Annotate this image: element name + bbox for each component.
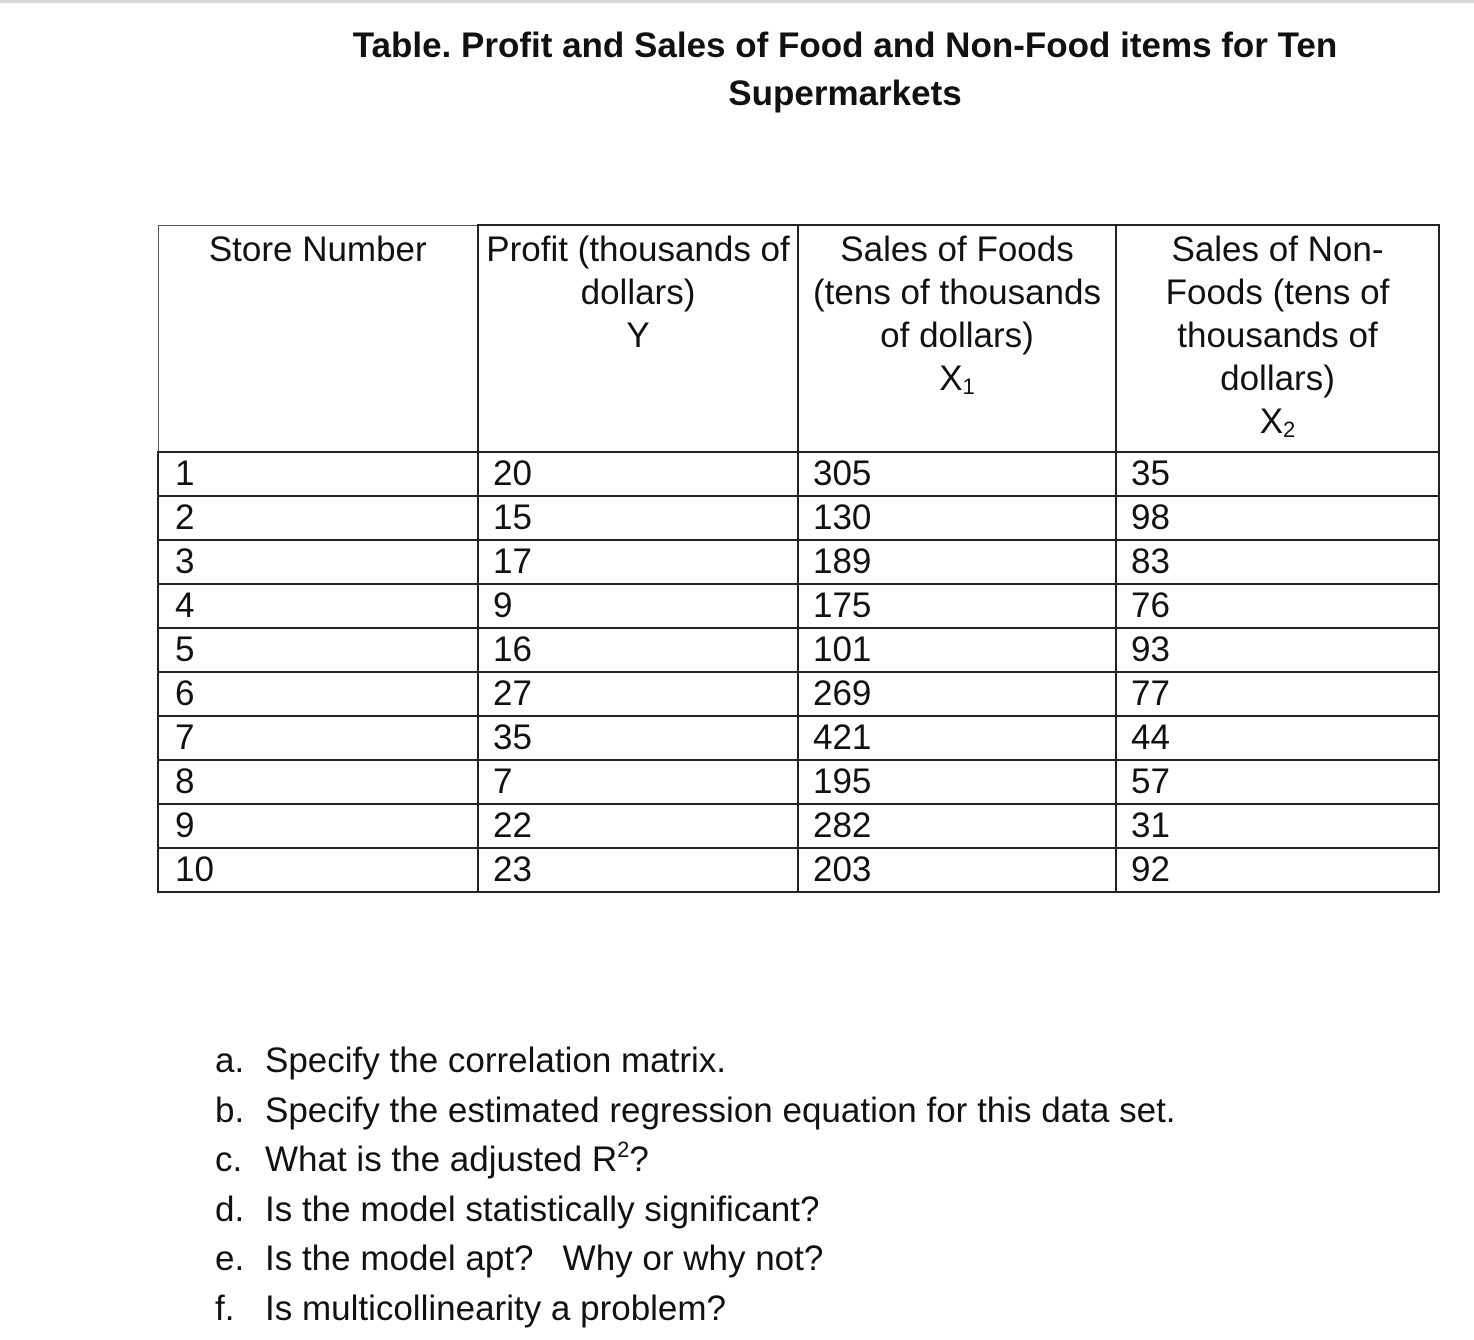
question-letter: d. xyxy=(215,1189,245,1229)
cell-sales-nonfoods: 98 xyxy=(1116,496,1439,540)
table-row xyxy=(158,672,1439,716)
cell-store: 10 xyxy=(158,848,478,892)
table-title-line-2: Supermarkets xyxy=(728,74,962,113)
question-item xyxy=(215,1284,1176,1334)
question-text: What is the adjusted R xyxy=(265,1140,618,1179)
cell-profit: 7 xyxy=(478,760,798,804)
question-item xyxy=(215,1086,1176,1136)
header-store-number xyxy=(158,225,478,452)
cell-sales-foods: 130 xyxy=(798,496,1116,540)
header-sales-foods-symbol-letter: X xyxy=(939,359,963,398)
question-text: Is the model apt? Why or why not? xyxy=(265,1239,824,1278)
cell-profit: 17 xyxy=(478,540,798,584)
question-letter: b. xyxy=(215,1090,245,1130)
cell-profit: 35 xyxy=(478,716,798,760)
cell-sales-foods: 269 xyxy=(798,672,1116,716)
header-profit-symbol xyxy=(485,314,791,357)
header-sales-nonfoods-label: Sales of Non-Foods (tens of thousands of dollars) xyxy=(1165,230,1390,398)
cell-sales-nonfoods: 44 xyxy=(1116,716,1439,760)
cell-store: 2 xyxy=(158,496,478,540)
cell-store: 9 xyxy=(158,804,478,848)
table-row xyxy=(158,584,1439,628)
cell-sales-nonfoods: 77 xyxy=(1116,672,1439,716)
cell-sales-foods: 421 xyxy=(798,716,1116,760)
table-header-row xyxy=(158,225,1439,452)
table-title-line-1: Table. Profit and Sales of Food and Non-Food items for Ten xyxy=(352,26,1338,65)
question-letter: e. xyxy=(215,1239,245,1278)
header-sales-nonfoods-subscript: 2 xyxy=(1283,417,1296,442)
table-row xyxy=(158,628,1439,672)
cell-sales-nonfoods: 92 xyxy=(1116,848,1439,892)
cell-sales-foods: 203 xyxy=(798,848,1116,892)
cell-profit: 20 xyxy=(478,452,798,496)
cell-sales-foods: 282 xyxy=(798,804,1116,848)
question-text-after: ? xyxy=(629,1140,649,1179)
question-text: Specify the estimated regression equation for this data set. xyxy=(265,1090,1176,1130)
cell-sales-foods: 175 xyxy=(798,584,1116,628)
question-item xyxy=(215,1135,1176,1185)
question-text: Specify the correlation matrix. xyxy=(265,1041,727,1080)
cell-sales-foods: 195 xyxy=(798,760,1116,804)
cell-profit: 23 xyxy=(478,848,798,892)
cell-sales-foods: 189 xyxy=(798,540,1116,584)
header-sales-foods xyxy=(798,225,1116,452)
cell-profit: 22 xyxy=(478,804,798,848)
cell-store: 7 xyxy=(158,716,478,760)
question-letter: c. xyxy=(215,1140,243,1179)
cell-sales-nonfoods: 35 xyxy=(1116,452,1439,496)
cell-sales-foods: 305 xyxy=(798,452,1116,496)
cell-store: 4 xyxy=(158,584,478,628)
cell-sales-foods: 101 xyxy=(798,628,1116,672)
question-text: Is the model statistically significant? xyxy=(265,1189,820,1229)
page-top-rule xyxy=(0,0,1474,3)
table-row xyxy=(158,804,1439,848)
table-row xyxy=(158,716,1439,760)
table-row xyxy=(158,540,1439,584)
cell-store: 6 xyxy=(158,672,478,716)
header-sales-nonfoods xyxy=(1116,225,1439,452)
header-sales-nonfoods-symbol-letter: X xyxy=(1259,402,1284,441)
table-row xyxy=(158,848,1439,892)
cell-store: 8 xyxy=(158,760,478,804)
cell-profit: 27 xyxy=(478,672,798,716)
header-store-number-label: Store Number xyxy=(208,229,427,269)
header-profit xyxy=(478,225,798,452)
table-body xyxy=(158,452,1439,892)
table-row xyxy=(158,452,1439,496)
table-row xyxy=(158,496,1439,540)
header-profit-label: Profit (thousands of dollars) xyxy=(486,230,790,312)
question-list xyxy=(215,1036,1176,1333)
question-item xyxy=(215,1185,1176,1235)
cell-profit: 15 xyxy=(478,496,798,540)
header-sales-foods-label: Sales of Foods (tens of thousands of dollars) xyxy=(813,230,1101,355)
cell-profit: 16 xyxy=(478,628,798,672)
table-title xyxy=(300,22,1390,118)
header-sales-nonfoods-symbol xyxy=(1123,400,1432,451)
header-sales-foods-subscript: 1 xyxy=(962,374,975,399)
question-letter: a. xyxy=(215,1041,245,1080)
cell-sales-nonfoods: 57 xyxy=(1116,760,1439,804)
question-text: Is multicollinearity a problem? xyxy=(265,1288,727,1328)
question-letter: f. xyxy=(215,1288,235,1328)
cell-store: 5 xyxy=(158,628,478,672)
cell-store: 1 xyxy=(158,452,478,496)
supermarket-data-table xyxy=(157,224,1440,893)
table-row xyxy=(158,760,1439,804)
cell-store: 3 xyxy=(158,540,478,584)
header-profit-symbol-letter: Y xyxy=(626,316,650,355)
question-item xyxy=(215,1234,1176,1284)
cell-sales-nonfoods: 76 xyxy=(1116,584,1439,628)
question-item xyxy=(215,1036,1176,1086)
cell-sales-nonfoods: 83 xyxy=(1116,540,1439,584)
cell-profit: 9 xyxy=(478,584,798,628)
header-sales-foods-symbol xyxy=(805,357,1109,408)
question-superscript: 2 xyxy=(617,1137,630,1162)
cell-sales-nonfoods: 31 xyxy=(1116,804,1439,848)
cell-sales-nonfoods: 93 xyxy=(1116,628,1439,672)
